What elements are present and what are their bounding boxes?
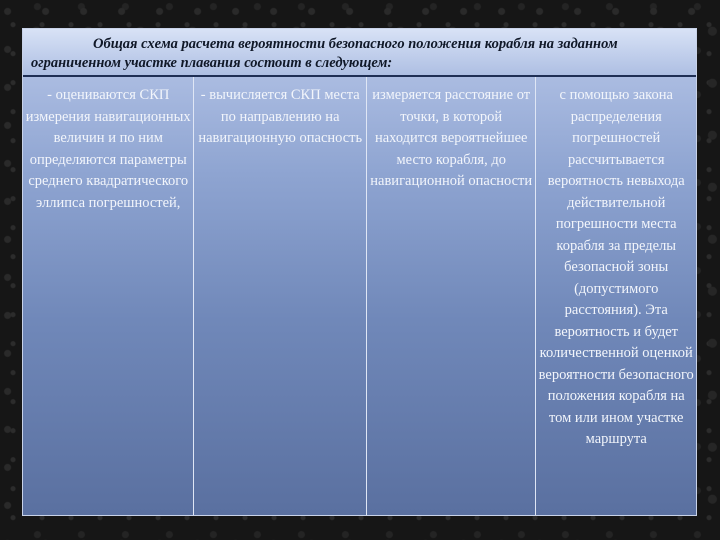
table-column-4: [536, 77, 696, 515]
slide-header: [23, 29, 696, 77]
table-column-1: [23, 77, 194, 515]
column-2-text: - вычисляется СКП места по направлению на навигационную опасность: [198, 87, 363, 146]
table-column-2: [194, 77, 366, 515]
column-1-text: - оцениваются СКП измерения навигационных величин и по ним определяются параметры среднего квадратического эллипса погрешностей,: [25, 87, 191, 211]
table-column-3: [367, 77, 537, 515]
slide-panel: [22, 28, 697, 516]
content-table: [23, 77, 696, 515]
slide-title: Общая схема расчета вероятности безопасного положения корабля на заданном ограниченном участке плавания состоит в следующем:: [31, 36, 618, 71]
column-3-text: измеряется расстояние от точки, в которой находится вероятнейшее место корабля, до навигационной опасности: [370, 87, 533, 189]
column-4-text: с помощью закона распределения погрешностей рассчитывается вероятность невыхода действительной погрешности места корабля за пределы безопасной зоны (допустимого расстояния). Эта вероятность и будет количественной оценкой вероятности безопасного положения корабля на том или ином участке маршрута: [538, 87, 694, 447]
